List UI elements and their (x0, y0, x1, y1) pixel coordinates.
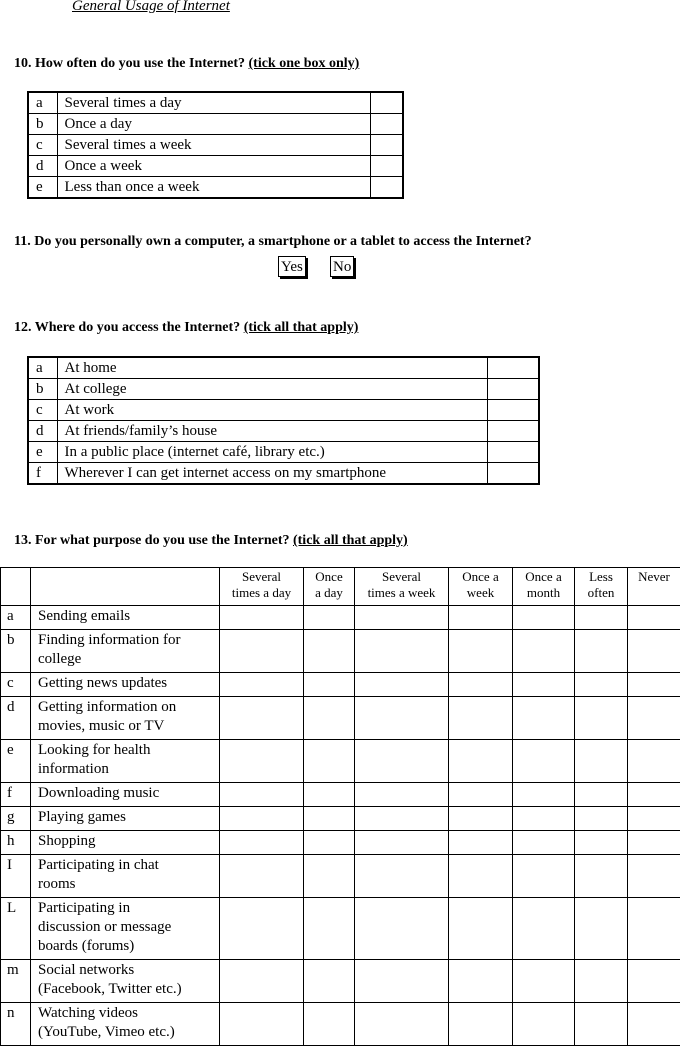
q13-answer-cell[interactable] (220, 783, 304, 807)
q12-option-checkbox[interactable] (487, 379, 539, 400)
q10-option-letter: b (28, 114, 57, 135)
q12-option-checkbox[interactable] (487, 442, 539, 463)
q13-column-header (220, 568, 304, 606)
q13-answer-cell[interactable] (513, 855, 575, 898)
q13-row-label (31, 697, 220, 740)
q13-column-header (628, 568, 680, 606)
q12-option-label: At home (57, 357, 487, 379)
q13-answer-cell[interactable] (628, 831, 680, 855)
q12-option-letter: d (28, 421, 57, 442)
q12-option-checkbox[interactable] (487, 463, 539, 485)
q13-answer-cell[interactable] (449, 697, 513, 740)
q13-column-header-line: Once (304, 569, 354, 585)
q13-answer-cell[interactable] (575, 630, 628, 673)
q10-option-label: Several times a day (57, 92, 370, 114)
q13-answer-cell[interactable] (449, 807, 513, 831)
yes-checkbox[interactable]: Yes (278, 256, 306, 277)
q12-option-letter: c (28, 400, 57, 421)
q12-option-row (28, 421, 539, 442)
q13-column-header-line: Never (628, 569, 680, 585)
q13-column-header-line: Once a (449, 569, 512, 585)
q13-answer-cell[interactable] (355, 673, 449, 697)
q12-option-label: In a public place (internet café, library etc.) (57, 442, 487, 463)
q10-option-row (28, 135, 403, 156)
q13-row-label-line: (YouTube, Vimeo etc.) (38, 1023, 219, 1042)
q13-answer-cell[interactable] (449, 606, 513, 630)
q13-row-label-line: Watching videos (38, 1004, 219, 1023)
q13-row-label-line: Finding information for (38, 631, 219, 650)
q13-answer-cell[interactable] (304, 630, 355, 673)
q13-answer-cell[interactable] (220, 740, 304, 783)
q10-option-label: Less than once a week (57, 177, 370, 199)
q10-option-letter: c (28, 135, 57, 156)
q10-option-letter: d (28, 156, 57, 177)
q13-answer-cell[interactable] (513, 831, 575, 855)
q13-row-label-line: information (38, 760, 219, 779)
q12-option-row (28, 357, 539, 379)
q13-column-header-line: Less (575, 569, 627, 585)
question-10 (14, 56, 359, 72)
q13-answer-cell[interactable] (355, 697, 449, 740)
q13-column-header-line: times a week (355, 585, 448, 601)
q13-answer-cell[interactable] (575, 831, 628, 855)
q13-answer-cell[interactable] (628, 898, 680, 960)
q13-row-letter: a (1, 606, 31, 630)
q13-row-letter: m (1, 960, 31, 1003)
q13-row-label-line: Participating in chat (38, 856, 219, 875)
q13-row-label (31, 807, 220, 831)
q13-answer-cell[interactable] (449, 1003, 513, 1046)
q13-row (1, 606, 680, 630)
q13-row-letter: h (1, 831, 31, 855)
q13-row-label-line: Downloading music (38, 784, 219, 803)
q12-option-letter: a (28, 357, 57, 379)
q13-answer-cell[interactable] (449, 855, 513, 898)
q13-column-header (513, 568, 575, 606)
q13-row-letter: f (1, 783, 31, 807)
q13-answer-cell[interactable] (304, 1003, 355, 1046)
q13-answer-cell[interactable] (513, 740, 575, 783)
q13-answer-cell[interactable] (304, 606, 355, 630)
question-10-instruction: (tick one box only) (249, 56, 360, 71)
q13-answer-cell[interactable] (449, 783, 513, 807)
q13-row-label-line: Playing games (38, 808, 219, 827)
q13-row-letter: c (1, 673, 31, 697)
q13-answer-cell[interactable] (220, 630, 304, 673)
question-12-instruction: (tick all that apply) (244, 320, 359, 335)
no-checkbox[interactable]: No (330, 256, 354, 277)
q13-answer-cell[interactable] (628, 783, 680, 807)
q13-row-label-line: discussion or message (38, 918, 219, 937)
q10-option-checkbox[interactable] (370, 114, 403, 135)
q13-answer-cell[interactable] (449, 831, 513, 855)
q13-answer-cell[interactable] (575, 606, 628, 630)
q12-option-label: Wherever I can get internet access on my smartphone (57, 463, 487, 485)
q13-row-letter: e (1, 740, 31, 783)
q13-header-row (1, 568, 680, 606)
q13-column-header-line: often (575, 585, 627, 601)
q13-answer-cell[interactable] (304, 673, 355, 697)
q13-answer-cell[interactable] (220, 1003, 304, 1046)
q13-row-label (31, 960, 220, 1003)
q10-option-checkbox[interactable] (370, 92, 403, 114)
q13-answer-cell[interactable] (355, 630, 449, 673)
question-11-text: 11. Do you personally own a computer, a smartphone or a tablet to access the Internet? (14, 234, 532, 249)
q13-answer-cell[interactable] (304, 898, 355, 960)
q13-row-letter: I (1, 855, 31, 898)
q13-row (1, 673, 680, 697)
q10-options-table (27, 91, 404, 199)
q13-row-label-line: Getting information on (38, 698, 219, 717)
q13-row-label-line: Sending emails (38, 607, 219, 626)
q13-answer-cell[interactable] (304, 855, 355, 898)
q13-row-label-line: college (38, 650, 219, 669)
q13-row (1, 960, 680, 1003)
q13-answer-cell[interactable] (628, 960, 680, 1003)
q13-column-header (575, 568, 628, 606)
q13-column-header-line: Several (355, 569, 448, 585)
q13-row-label (31, 783, 220, 807)
q13-row-letter: b (1, 630, 31, 673)
q13-answer-cell[interactable] (628, 807, 680, 831)
q12-option-checkbox[interactable] (487, 357, 539, 379)
q13-answer-cell[interactable] (628, 630, 680, 673)
q13-answer-cell[interactable] (355, 807, 449, 831)
q10-option-row (28, 177, 403, 199)
question-12 (14, 320, 358, 336)
q10-option-row (28, 92, 403, 114)
q13-row (1, 855, 680, 898)
q13-answer-cell[interactable] (220, 807, 304, 831)
q12-option-checkbox[interactable] (487, 421, 539, 442)
q12-option-label: At friends/family’s house (57, 421, 487, 442)
q13-answer-cell[interactable] (449, 630, 513, 673)
q13-answer-cell[interactable] (628, 697, 680, 740)
q13-row-label-line: (Facebook, Twitter etc.) (38, 980, 219, 999)
q13-answer-cell[interactable] (575, 783, 628, 807)
q13-row-label (31, 673, 220, 697)
q13-answer-cell[interactable] (220, 960, 304, 1003)
q13-answer-cell[interactable] (449, 673, 513, 697)
question-13-text: 13. For what purpose do you use the Internet? (14, 533, 289, 548)
q12-option-letter: b (28, 379, 57, 400)
q13-answer-cell[interactable] (628, 606, 680, 630)
question-11 (14, 234, 532, 250)
q10-option-checkbox[interactable] (370, 177, 403, 199)
q13-answer-cell[interactable] (355, 855, 449, 898)
q13-row (1, 697, 680, 740)
q13-column-header-line: times a day (220, 585, 303, 601)
q13-answer-cell[interactable] (628, 673, 680, 697)
q13-answer-cell[interactable] (513, 673, 575, 697)
q13-answer-cell[interactable] (220, 697, 304, 740)
q13-answer-cell[interactable] (575, 898, 628, 960)
q13-answer-cell[interactable] (628, 855, 680, 898)
q13-answer-cell[interactable] (513, 898, 575, 960)
q13-answer-cell[interactable] (575, 1003, 628, 1046)
q13-row (1, 630, 680, 673)
q13-row-label-line: Looking for health (38, 741, 219, 760)
question-10-text: 10. How often do you use the Internet? (14, 56, 245, 71)
q13-row-label-line: movies, music or TV (38, 717, 219, 736)
q10-option-checkbox[interactable] (370, 156, 403, 177)
question-13-instruction: (tick all that apply) (293, 533, 408, 548)
q13-answer-cell[interactable] (355, 606, 449, 630)
q13-answer-cell[interactable] (304, 697, 355, 740)
q13-column-header-line: a day (304, 585, 354, 601)
q13-answer-cell[interactable] (575, 697, 628, 740)
q13-row-label (31, 630, 220, 673)
q13-answer-cell[interactable] (575, 960, 628, 1003)
q13-answer-cell[interactable] (355, 960, 449, 1003)
q13-answer-cell[interactable] (304, 740, 355, 783)
q13-answer-cell[interactable] (575, 740, 628, 783)
q13-row-label (31, 1003, 220, 1046)
q13-row-letter: n (1, 1003, 31, 1046)
q13-column-header-line: Several (220, 569, 303, 585)
q13-answer-cell[interactable] (220, 855, 304, 898)
q12-option-letter: e (28, 442, 57, 463)
q13-row-label-line: Participating in (38, 899, 219, 918)
q13-row-label (31, 606, 220, 630)
q13-row-label (31, 831, 220, 855)
q13-answer-cell[interactable] (513, 630, 575, 673)
q13-answer-cell[interactable] (220, 673, 304, 697)
q13-row-label (31, 898, 220, 960)
q13-answer-cell[interactable] (513, 960, 575, 1003)
q13-answer-cell[interactable] (220, 831, 304, 855)
q12-option-letter: f (28, 463, 57, 485)
q13-answer-cell[interactable] (575, 855, 628, 898)
q13-row-label (31, 740, 220, 783)
q12-option-row (28, 400, 539, 421)
q13-row-letter: g (1, 807, 31, 831)
q13-row (1, 1003, 680, 1046)
q13-row (1, 783, 680, 807)
q13-answer-cell[interactable] (513, 807, 575, 831)
q12-option-checkbox[interactable] (487, 400, 539, 421)
q13-answer-cell[interactable] (513, 783, 575, 807)
q13-answer-cell[interactable] (355, 1003, 449, 1046)
q13-answer-cell[interactable] (513, 606, 575, 630)
q13-row (1, 831, 680, 855)
q13-column-header-line: Once a (513, 569, 574, 585)
question-12-text: 12. Where do you access the Internet? (14, 320, 240, 335)
q13-answer-cell[interactable] (304, 783, 355, 807)
q13-answer-cell[interactable] (575, 807, 628, 831)
q12-option-row (28, 463, 539, 485)
q13-column-header (304, 568, 355, 606)
q13-row-label-line: Social networks (38, 961, 219, 980)
q13-row-label-line: Shopping (38, 832, 219, 851)
q13-answer-cell[interactable] (575, 673, 628, 697)
q13-answer-cell[interactable] (304, 960, 355, 1003)
q13-answer-cell[interactable] (220, 898, 304, 960)
q13-answer-cell[interactable] (220, 606, 304, 630)
q10-option-label: Once a day (57, 114, 370, 135)
q10-option-label: Several times a week (57, 135, 370, 156)
q13-row (1, 740, 680, 783)
q13-answer-cell[interactable] (355, 831, 449, 855)
q13-answer-cell[interactable] (355, 740, 449, 783)
q13-column-header-line: month (513, 585, 574, 601)
q13-answer-cell[interactable] (513, 1003, 575, 1046)
q12-option-label: At college (57, 379, 487, 400)
q10-option-label: Once a week (57, 156, 370, 177)
q13-column-header (449, 568, 513, 606)
q13-answer-cell[interactable] (449, 898, 513, 960)
q13-row-label (31, 855, 220, 898)
q13-answer-cell[interactable] (449, 740, 513, 783)
q13-row-label-line: boards (forums) (38, 937, 219, 956)
q13-row-letter: d (1, 697, 31, 740)
q13-answer-cell[interactable] (628, 740, 680, 783)
q13-answer-cell[interactable] (355, 898, 449, 960)
q10-option-letter: a (28, 92, 57, 114)
q13-row-label-line: rooms (38, 875, 219, 894)
q13-answer-cell[interactable] (513, 697, 575, 740)
q13-row-label-line: Getting news updates (38, 674, 219, 693)
q10-option-letter: e (28, 177, 57, 199)
q13-answer-cell[interactable] (304, 831, 355, 855)
q12-option-label: At work (57, 400, 487, 421)
q13-purpose-grid (0, 567, 680, 1046)
q13-answer-cell[interactable] (355, 783, 449, 807)
q10-option-row (28, 114, 403, 135)
q10-option-row (28, 156, 403, 177)
q13-header-empty (1, 568, 31, 606)
q10-option-checkbox[interactable] (370, 135, 403, 156)
q13-row-letter: L (1, 898, 31, 960)
section-title: General Usage of Internet (72, 0, 230, 15)
q13-answer-cell[interactable] (628, 1003, 680, 1046)
q13-answer-cell[interactable] (304, 807, 355, 831)
q13-answer-cell[interactable] (449, 960, 513, 1003)
q12-option-row (28, 379, 539, 400)
q13-row (1, 807, 680, 831)
question-13 (14, 533, 408, 549)
q13-column-header (355, 568, 449, 606)
q13-column-header-line: week (449, 585, 512, 601)
q13-row (1, 898, 680, 960)
q12-option-row (28, 442, 539, 463)
q13-header-empty (31, 568, 220, 606)
q12-options-table (27, 356, 540, 485)
